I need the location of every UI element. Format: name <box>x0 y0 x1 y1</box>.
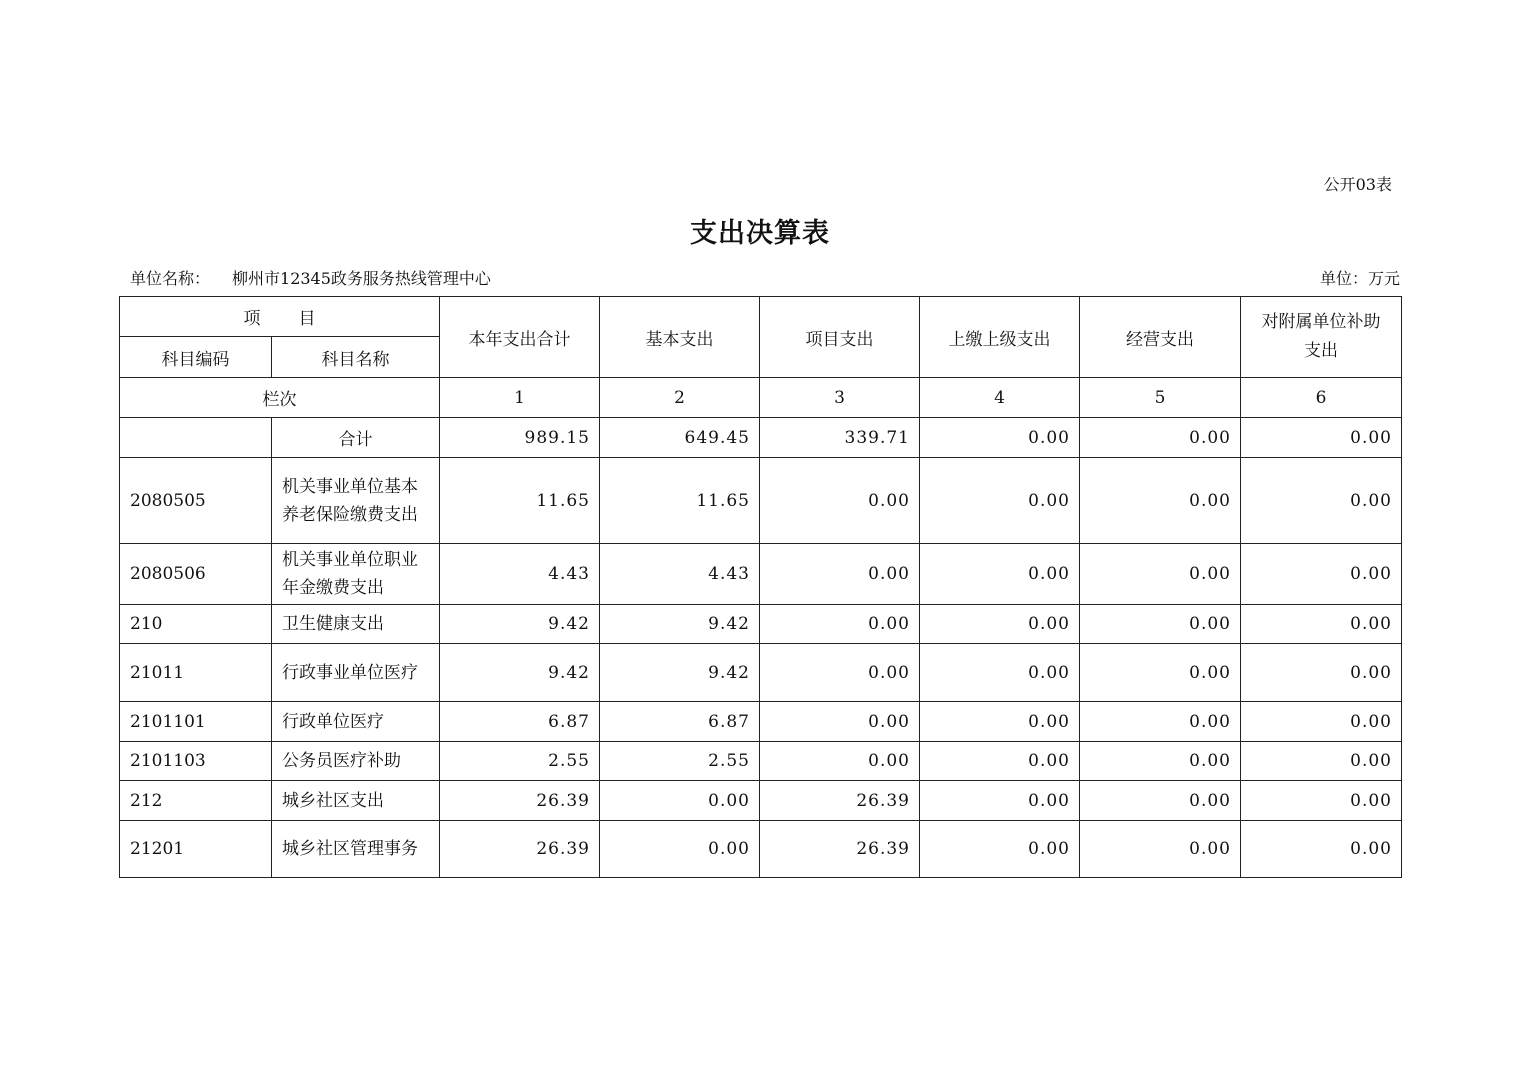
row-name: 城乡社区管理事务 <box>272 821 440 878</box>
expenditure-table <box>119 296 1402 878</box>
index-6: 6 <box>1241 378 1402 418</box>
row-v1: 6.87 <box>440 702 600 742</box>
row-v2: 9.42 <box>600 605 760 644</box>
row-v2: 9.42 <box>600 644 760 702</box>
header-item <box>120 297 440 337</box>
row-v1: 11.65 <box>440 458 600 544</box>
row-name: 行政事业单位医疗 <box>272 644 440 702</box>
row-v6: 0.00 <box>1241 702 1402 742</box>
row-v5: 0.00 <box>1080 605 1241 644</box>
table-row <box>120 821 1402 878</box>
row-v4: 0.00 <box>920 781 1080 821</box>
index-2: 2 <box>600 378 760 418</box>
header-col3: 项目支出 <box>760 297 920 378</box>
row-v2: 6.87 <box>600 702 760 742</box>
row-name: 公务员医疗补助 <box>272 742 440 781</box>
header-col1: 本年支出合计 <box>440 297 600 378</box>
index-row <box>120 378 1402 418</box>
row-v4: 0.00 <box>920 605 1080 644</box>
row-code: 21201 <box>120 821 272 878</box>
row-v3: 26.39 <box>760 821 920 878</box>
header-col5: 经营支出 <box>1080 297 1241 378</box>
row-code: 2080505 <box>120 458 272 544</box>
row-name: 卫生健康支出 <box>272 605 440 644</box>
unit-name-label: 单位名称： <box>130 269 211 288</box>
header-item-part2: 目 <box>298 309 316 329</box>
row-v5: 0.00 <box>1080 821 1241 878</box>
row-v6: 0.00 <box>1241 781 1402 821</box>
table-row <box>120 702 1402 742</box>
row-code: 2080506 <box>120 544 272 605</box>
row-v5: 0.00 <box>1080 742 1241 781</box>
row-v3: 0.00 <box>760 644 920 702</box>
table-row <box>120 644 1402 702</box>
row-v1: 9.42 <box>440 644 600 702</box>
row-v5: 0.00 <box>1080 458 1241 544</box>
page-title: 支出决算表 <box>690 218 830 249</box>
total-v1: 989.15 <box>440 418 600 458</box>
row-v6: 0.00 <box>1241 544 1402 605</box>
row-v4: 0.00 <box>920 742 1080 781</box>
total-v4: 0.00 <box>920 418 1080 458</box>
row-v6: 0.00 <box>1241 742 1402 781</box>
row-v1: 4.43 <box>440 544 600 605</box>
row-name: 机关事业单位职业年金缴费支出 <box>272 544 440 605</box>
row-v2: 2.55 <box>600 742 760 781</box>
row-name: 机关事业单位基本养老保险缴费支出 <box>272 458 440 544</box>
row-v4: 0.00 <box>920 644 1080 702</box>
header-col6: 对附属单位补助支出 <box>1241 297 1402 378</box>
table-row <box>120 458 1402 544</box>
total-v3: 339.71 <box>760 418 920 458</box>
header-row-1 <box>120 297 1402 337</box>
currency-unit: 单位：万元 <box>1319 269 1400 288</box>
total-code <box>120 418 272 458</box>
row-v3: 0.00 <box>760 742 920 781</box>
row-v5: 0.00 <box>1080 781 1241 821</box>
total-v6: 0.00 <box>1241 418 1402 458</box>
header-col4: 上缴上级支出 <box>920 297 1080 378</box>
row-v3: 0.00 <box>760 702 920 742</box>
index-3: 3 <box>760 378 920 418</box>
row-code: 212 <box>120 781 272 821</box>
row-v6: 0.00 <box>1241 605 1402 644</box>
row-v4: 0.00 <box>920 702 1080 742</box>
row-v5: 0.00 <box>1080 544 1241 605</box>
header-code: 科目编码 <box>120 337 272 378</box>
row-v5: 0.00 <box>1080 644 1241 702</box>
header-item-part1: 项 <box>243 309 261 329</box>
total-label: 合计 <box>272 418 440 458</box>
unit-name-value: 柳州市12345政务服务热线管理中心 <box>232 269 491 288</box>
row-name: 城乡社区支出 <box>272 781 440 821</box>
row-v2: 0.00 <box>600 781 760 821</box>
row-v6: 0.00 <box>1241 458 1402 544</box>
table-row <box>120 544 1402 605</box>
row-code: 21011 <box>120 644 272 702</box>
row-code: 2101101 <box>120 702 272 742</box>
row-v4: 0.00 <box>920 458 1080 544</box>
header-col2: 基本支出 <box>600 297 760 378</box>
row-v3: 26.39 <box>760 781 920 821</box>
row-code: 2101103 <box>120 742 272 781</box>
index-4: 4 <box>920 378 1080 418</box>
row-v1: 2.55 <box>440 742 600 781</box>
index-5: 5 <box>1080 378 1241 418</box>
table-row <box>120 781 1402 821</box>
index-1: 1 <box>440 378 600 418</box>
table-row <box>120 605 1402 644</box>
row-v2: 0.00 <box>600 821 760 878</box>
row-name: 行政单位医疗 <box>272 702 440 742</box>
row-v2: 4.43 <box>600 544 760 605</box>
row-v1: 26.39 <box>440 821 600 878</box>
row-v1: 26.39 <box>440 781 600 821</box>
row-v4: 0.00 <box>920 821 1080 878</box>
row-v3: 0.00 <box>760 605 920 644</box>
table-row <box>120 742 1402 781</box>
row-v6: 0.00 <box>1241 644 1402 702</box>
row-v4: 0.00 <box>920 544 1080 605</box>
row-v3: 0.00 <box>760 458 920 544</box>
header-name: 科目名称 <box>272 337 440 378</box>
unit-name-line <box>130 266 491 289</box>
row-v6: 0.00 <box>1241 821 1402 878</box>
form-id: 公开03表 <box>1323 175 1392 194</box>
row-v2: 11.65 <box>600 458 760 544</box>
row-v5: 0.00 <box>1080 702 1241 742</box>
index-label: 栏次 <box>120 378 440 418</box>
row-v1: 9.42 <box>440 605 600 644</box>
row-code: 210 <box>120 605 272 644</box>
total-v2: 649.45 <box>600 418 760 458</box>
total-row <box>120 418 1402 458</box>
total-v5: 0.00 <box>1080 418 1241 458</box>
row-v3: 0.00 <box>760 544 920 605</box>
